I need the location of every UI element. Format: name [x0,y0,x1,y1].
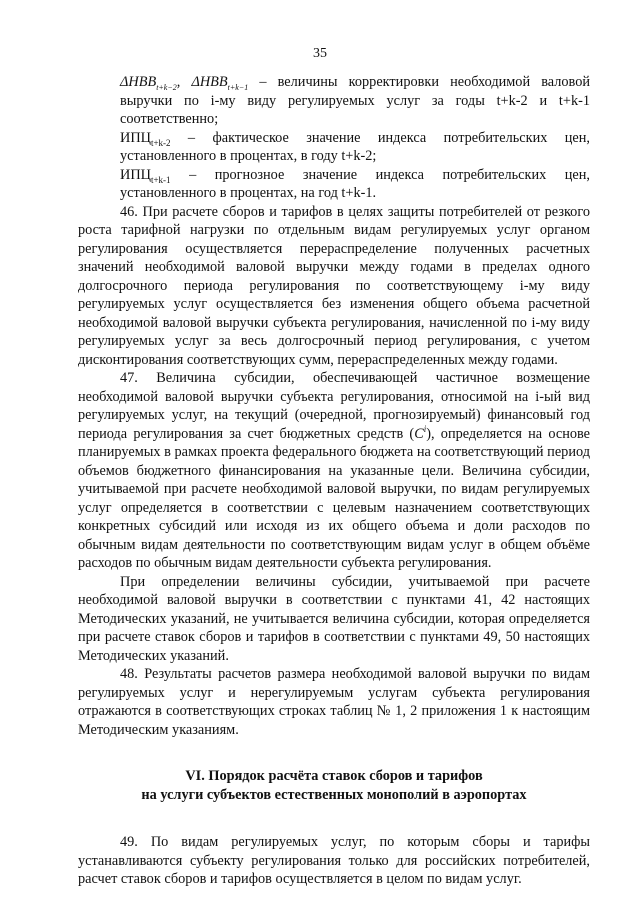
subsidy-symbol: $C^i$ [414,423,427,442]
paragraph-46: 46. При расчете сборов и тарифов в целях защиты потребителей от резкого роста тарифной нагрузки по отдельным видам регулируемых услуг органом регулирования осуществляется перераспределение полученных расчетных значений необходимой валовой выручки между годами в пределах одного долгосрочного периода регулирования по соответствующему i-му виду регулируемых услуг осуществляется без изменения общего объема расчетной необходимой валовой выручки субъекта регулирования, начисленной по i-му виду регулируемых услуг за весь долгосрочный период регулирования, с учетом дисконтирования соответствующих сумм, перераспределенных между годами. [78,203,590,368]
delta-nvv-formula: $\Delta HBB_{t+k-2}$, $\Delta HBB_{t+k-1}$ [120,74,249,92]
paragraph-48: 48. Результаты расчетов размера необходимой валовой выручки по видам регулируемых услуг и нерегулируемым услугам субъекта регулирования отражаются в соответствующих строках таблиц № 1, 2 приложения 1 к настоящим Методическим указаниям. [78,666,590,738]
definition-text: – прогнозное значение индекса потребительских цен, установленного в процентах, на год t+k-1. [120,166,590,201]
section-title-line-1: VI. Порядок расчёта ставок сборов и тарифов [185,768,483,784]
definition-text: – величины корректировки необходимой валовой выручки по i-му виду регулируемых услуг за годы t+k-2 и t+k-1 соответственно; [120,74,590,127]
section-title [78,767,590,805]
definition-delta-nvv [78,73,590,129]
definition-ipc-k1: $ИПЦ_{t+k-1}$ – прогнозное значение индекса потребительских цен, установленного в процентах, на год t+k-1. [120,166,590,201]
section-title-line-2: на услуги субъектов естественных монополий в аэропортах [141,787,527,803]
definition-ipc-k2: $ИПЦ_{t+k-2}$ – фактическое значение индекса потребительских цен, установленного в процентах, в году t+k-2; [120,129,590,164]
paragraph-47: 47. Величина субсидии, обеспечивающей частичное возмещение необходимой валовой выручки субъекта регулирования, относимой на i-ый вид регулируемых услуг, на текущий (очередной, прогнозируемый) финансовый год периода регулирования за счет бюджетных средств $(C^i)$, определяется на основе планируемых в рамках проекта федерального бюджета на соответствующий период объемов бюджетного финансирования на указанные цели. Величина субсидии, учитываемой при расчете необходимой валовой выручки, по видам регулируемых услуг определяется в соответствии с целевым назначением соответствующих конкретных субсидий или исходя из их общего объема и доли расходов по обычным видам деятельности по соответствующим видам услуг в общем объёме расходов по обычным видам деятельности субъекта регулирования. [78,370,591,571]
document-body [78,73,590,889]
page-number: 35 [313,46,327,61]
paragraph-49: 49. По видам регулируемых услуг, по которым сборы и тарифы устанавливаются субъекту регулирования только для российских потребителей, расчет ставок сборов и тарифов осуществляется в целом по видам услуг. [78,834,590,887]
paragraph-47-continued: При определении величины субсидии, учитываемой при расчете необходимой валовой выручки в соответствии с пунктами 41, 42 настоящих Методических указаний, не учитывается величина субсидии, которая определяется при расчете ставок сборов и тарифов в соответствии с пунктами 49, 50 настоящих Методических указаний. [78,573,590,664]
definition-text: – фактическое значение индекса потребительских цен, установленного в процентах, в году t+k-2; [120,129,590,164]
